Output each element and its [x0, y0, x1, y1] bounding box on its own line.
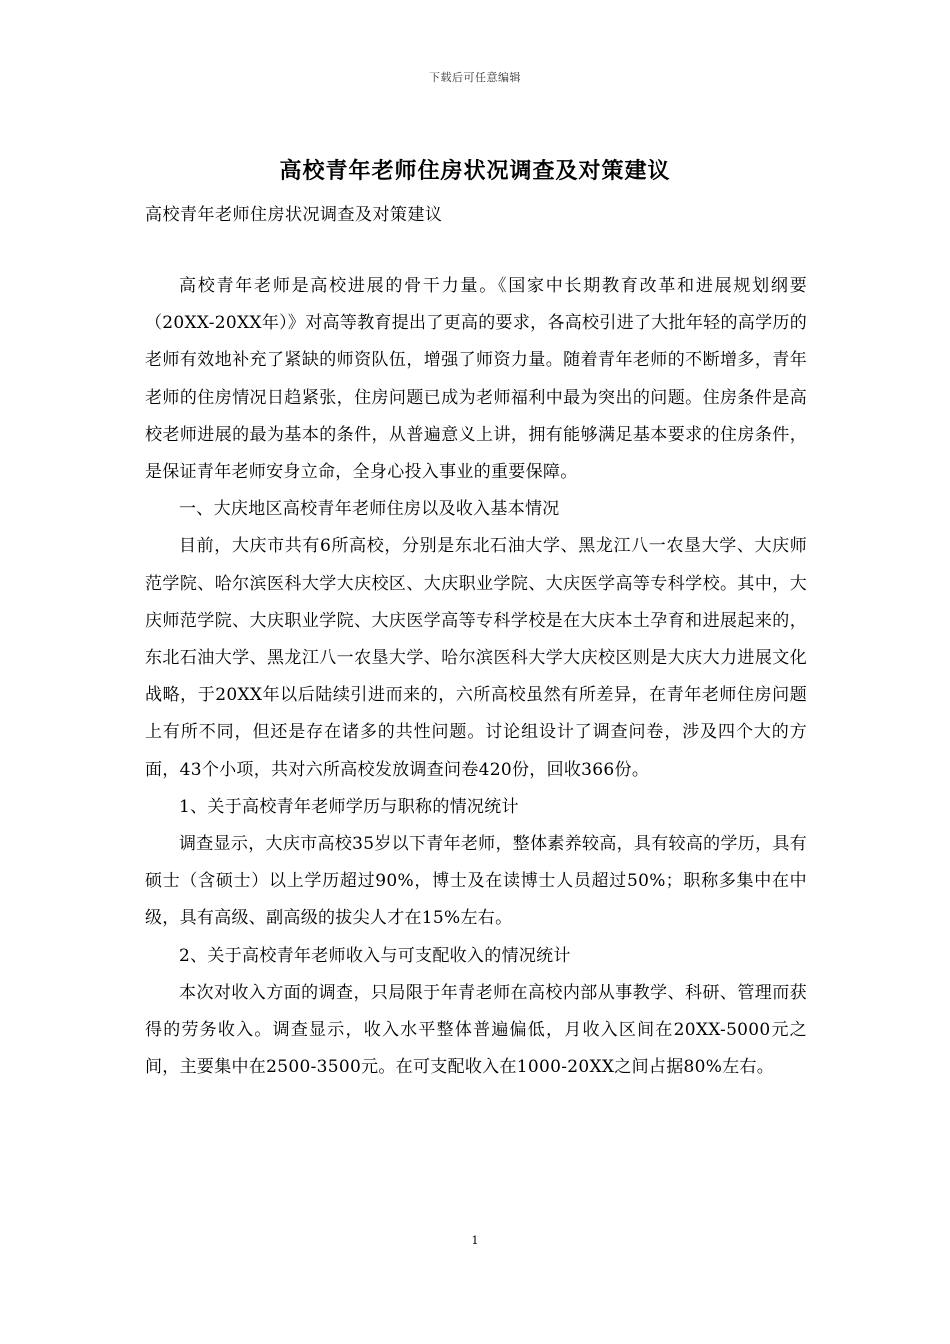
paragraph-intro: 高校青年老师是高校进展的骨干力量。《国家中长期教育改革和进展规划纲要（20XX-20XX年）》对高等教育提出了更高的要求，各高校引进了大批年轻的高学历的老师有效地补充了紧缺的师资队伍，增强了师资力量。随着青年老师的不断增多，青年老师的住房情况日趋紧张，住房问题已成为老师福利中最为突出的问题。住房条件是高校老师进展的最为基本的条件，从普遍意义上讲，拥有能够满足基本要求的住房条件，是保证青年老师安身立命，全身心投入事业的重要保障。 — [145, 276, 807, 483]
section-heading-1: 一、大庆地区高校青年老师住房以及收入基本情况 — [179, 499, 560, 520]
paragraph-education: 调查显示，大庆市高校35岁以下青年老师，整体素养较高，具有较高的学历，具有硕士（含硕士）以上学历超过90%，博士及在读博士人员超过50%；职称多集中在中级，具有高级、副高级的拔尖人才在15%左右。 — [145, 834, 807, 929]
subsection-heading-2: 2、关于高校青年老师收入与可支配收入的情况统计 — [179, 945, 571, 966]
document-subtitle: 高校青年老师住房状况调查及对策建议 — [145, 205, 443, 225]
paragraph-universities: 目前，大庆市共有6所高校，分别是东北石油大学、黑龙江八一农垦大学、大庆师范学院、哈尔滨医科大学大庆校区、大庆职业学院、大庆医学高等专科学校。其中，大庆师范学院、大庆职业学院、大庆医学高等专科学校是在大庆本土孕育和进展起来的，东北石油大学、黑龙江八一农垦大学、哈尔滨医科大学大庆校区则是大庆大力进展文化战略，于20XX年以后陆续引进而来的，六所高校虽然有所差异，在青年老师住房问题上有所不同，但还是存在诸多的共性问题。讨论组设计了调查问卷，涉及四个大的方面，43个小项，共对六所高校发放调查问卷420份，回收366份。 — [145, 536, 807, 780]
page-number: 1 — [471, 1234, 479, 1247]
subsection-heading-1: 1、关于高校青年老师学历与职称的情况统计 — [179, 796, 519, 817]
document-body — [145, 268, 807, 1086]
document-title: 高校青年老师住房状况调查及对策建议 — [279, 158, 671, 184]
paragraph-income: 本次对收入方面的调查，只局限于年青老师在高校内部从事教学、科研、管理而获得的劳务收入。调查显示，收入水平整体普遍偏低，月收入区间在20XX-5000元之间，主要集中在2500-3500元。在可支配收入在1000-20XX之间占据80%左右。 — [145, 982, 807, 1078]
header-note: 下载后可任意编辑 — [429, 71, 521, 84]
